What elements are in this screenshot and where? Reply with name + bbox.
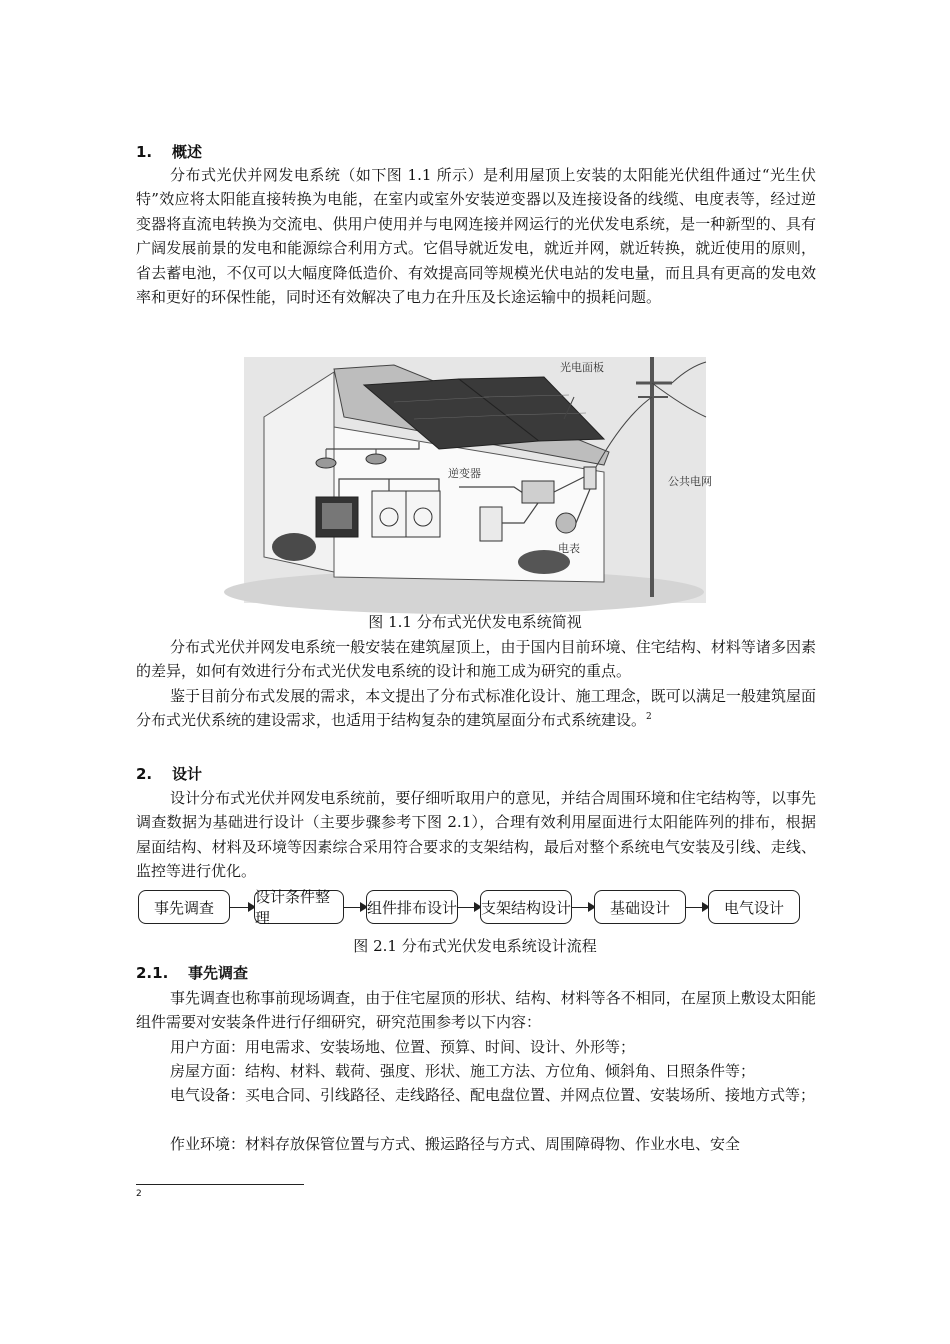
section-2-1-title: 事先调查: [188, 964, 249, 982]
paragraph-3-text: 鉴于目前分布式发展的需求，本文提出了分布式标准化设计、施工理念，既可以满足一般建筑屋面分布式光伏系统的建设需求，也适用于结构复杂的建筑屋面分布式系统建设。: [136, 687, 816, 730]
svg-text:逆变器: [448, 466, 481, 480]
section-1-number: 1.: [136, 143, 153, 161]
section-2-number: 2.: [136, 765, 153, 783]
flow-step-foundation: 基础设计: [594, 890, 686, 924]
label-panel: 光电面板: [560, 361, 604, 374]
section-2-1-heading: [136, 962, 248, 983]
section-1-paragraph: 分布式光伏并网发电系统（如下图 1.1 所示）是利用屋顶上安装的太阳能光伏组件通过“光生伏特”效应将太阳能直接转换为电能，在室内或室外安装逆变器以及连接设备的线缆、电度表等，经过逆变器将直流电转换为交流电、供用户使用并与电网连接并网运行的光伏发电系统，是一种新型的、具有广阔发展前景的发电和能源综合利用方式。它倡导就近发电，就近并网，就近转换，就近使用的原则，省去蓄电池，不仅可以大幅度降低造价、有效提高同等规模光伏电站的发电量，而且具有更高的发电效率和更好的环保性能，同时还有效解决了电力在升压及长途运输中的损耗问题。: [136, 166, 816, 307]
section-2-title: 设计: [172, 765, 203, 783]
section-1-heading: [136, 141, 202, 162]
flow-step-conditions: 设计条件整理: [254, 890, 344, 924]
survey-item-worksite: 作业环境：材料存放保管位置与方式、搬运路径与方式、周围障碍物、作业水电、安全: [170, 1135, 741, 1153]
label-meter: 电表: [558, 542, 580, 555]
flow-step-mounting: 支架结构设计: [480, 890, 572, 924]
paragraph-3: [136, 684, 816, 733]
label-inverter: 逆变器: [448, 467, 481, 480]
section-2-paragraph: 设计分布式光伏并网发电系统前，要仔细听取用户的意见，并结合周围环境和住宅结构等，以事先调查数据为基础进行设计（主要步骤参考下图 2.1），合理有效利用屋面进行太阳能阵列的排布，根据屋面结构、材料及环境等因素综合采用符合要求的支架结构，最后对整个系统电气安装及引线、走线、监控等进行优化。: [136, 789, 816, 881]
section-2-1-intro: 事先调查也称事前现场调查，由于住宅屋顶的形状、结构、材料等各不相同，在屋顶上敷设太阳能组件需要对安装条件进行仔细研究，研究范围参考以下内容：: [136, 989, 816, 1032]
footnote-separator: [136, 1184, 304, 1185]
figure-2-caption: 图 2.1 分布式光伏发电系统设计流程: [353, 937, 597, 955]
design-flow-diagram: [136, 886, 816, 930]
svg-text:光电面板: [560, 360, 604, 374]
footnote-reference[interactable]: 2: [646, 712, 652, 723]
label-grid: 公共电网: [668, 475, 712, 488]
flow-step-layout: 组件排布设计: [366, 890, 458, 924]
flow-step-electrical: 电气设计: [708, 890, 800, 924]
flow-step-survey: 事先调查: [138, 890, 230, 924]
footnote-mark: 2: [136, 1189, 142, 1199]
section-1-title: 概述: [172, 143, 203, 161]
svg-text:公共电网: [668, 474, 712, 488]
paragraph-2: 分布式光伏并网发电系统一般安装在建筑屋顶上，由于国内目前环境、住宅结构、材料等诸多因素的差异，如何有效进行分布式光伏发电系统的设计和施工成为研究的重点。: [136, 638, 816, 681]
survey-item-user: 用户方面：用电需求、安装场地、位置、预算、时间、设计、外形等；: [170, 1038, 636, 1056]
flow-arrow: [230, 907, 254, 908]
survey-item-building: 房屋方面：结构、材料、载荷、强度、形状、施工方法、方位角、倾斜角、日照条件等；: [170, 1062, 756, 1080]
solar-system-illustration: [244, 357, 712, 603]
section-2-heading: [136, 763, 202, 784]
flow-arrow: [458, 907, 480, 908]
svg-text:电表: [558, 541, 580, 555]
flow-arrow: [572, 907, 594, 908]
section-2-1-number: 2.1.: [136, 964, 169, 982]
figure-1-caption: 图 1.1 分布式光伏发电系统简视: [368, 613, 582, 631]
flow-arrow: [344, 907, 366, 908]
flow-arrow: [686, 907, 708, 908]
survey-item-electrical: 电气设备：买电合同、引线路径、走线路径、配电盘位置、并网点位置、安装场所、接地方式等；: [170, 1086, 816, 1104]
